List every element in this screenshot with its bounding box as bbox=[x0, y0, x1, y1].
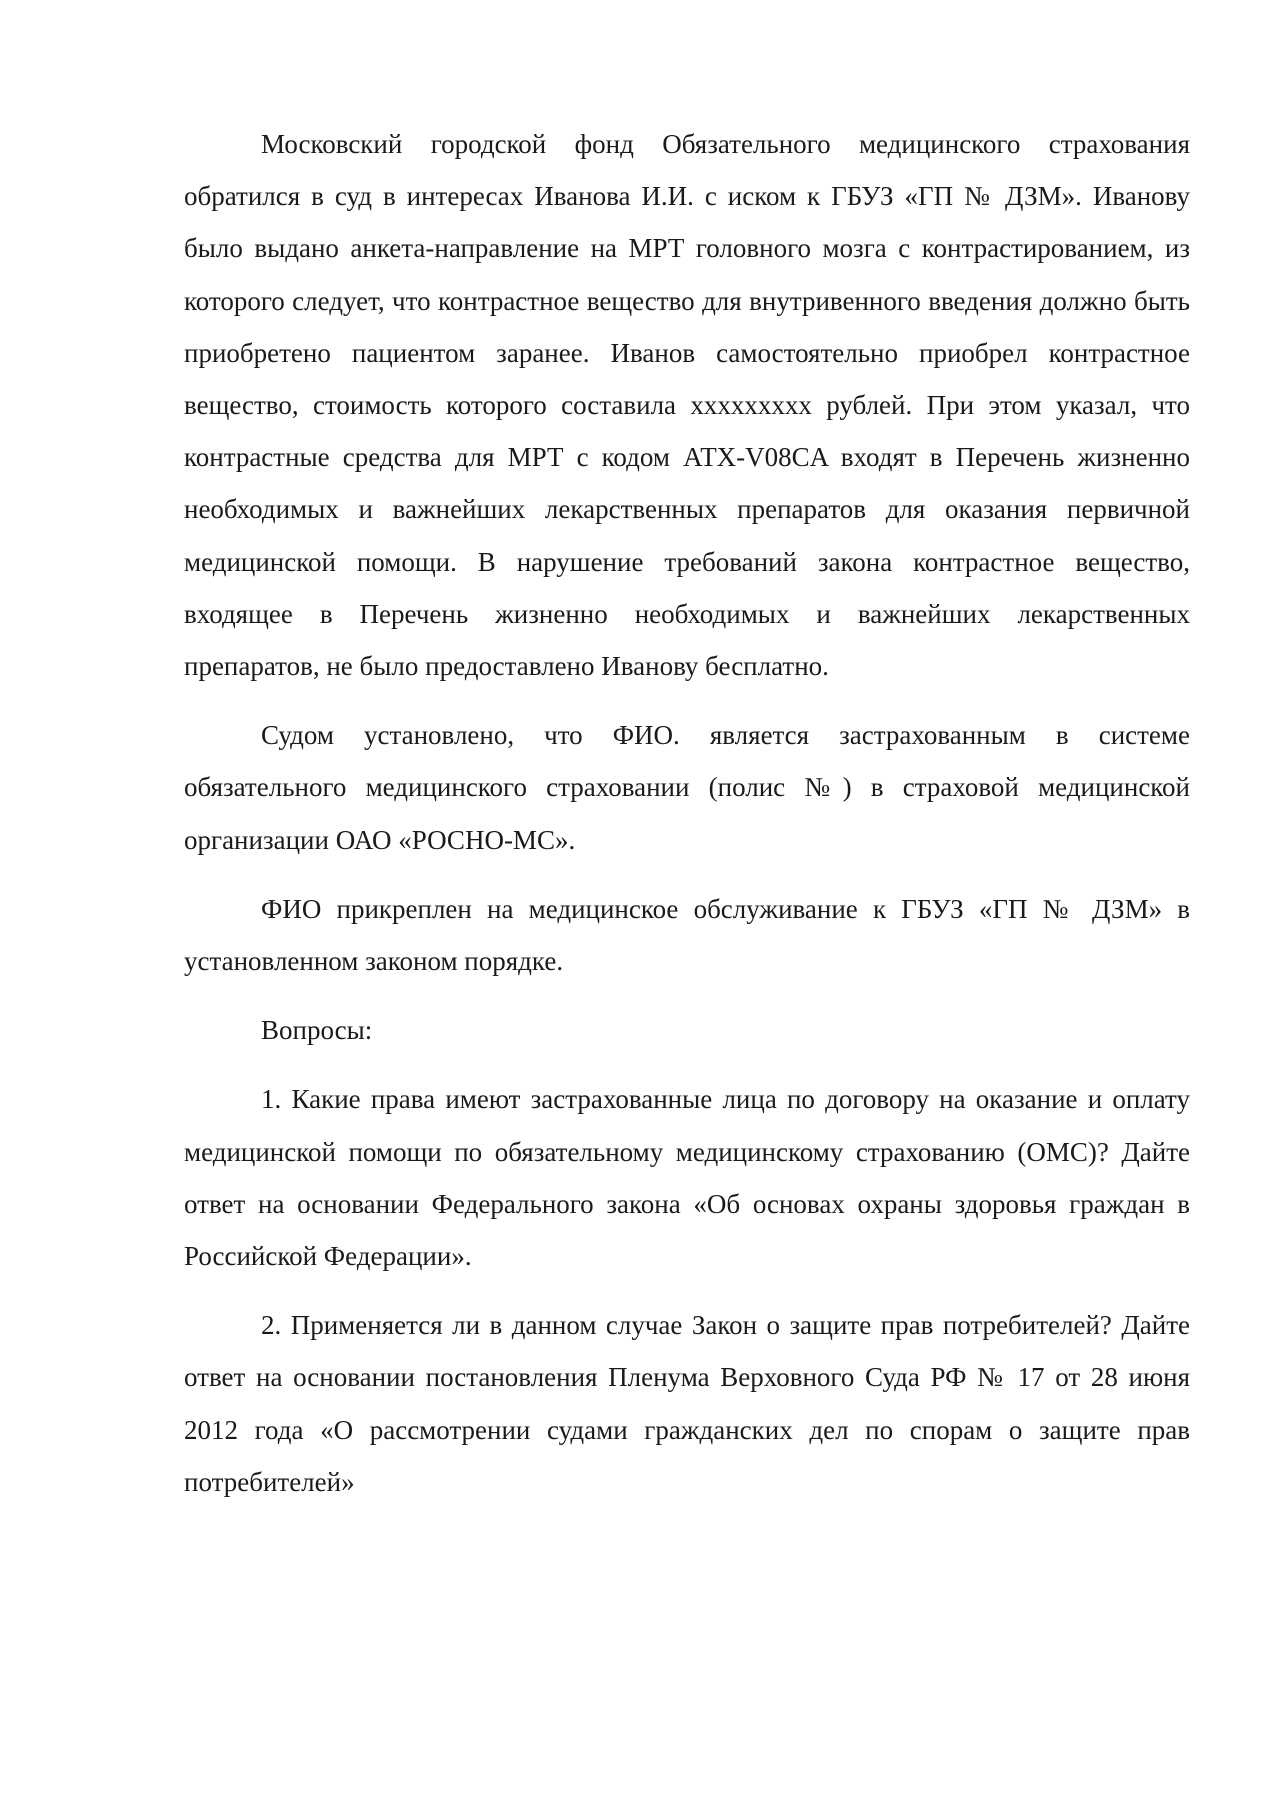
paragraph-court-finding: Судом установлено, что ФИО. является застрахованным в системе обязательного медицинского страховании (полис №) в страховой медицинской организации ОАО «РОСНО-МС». bbox=[184, 720, 1190, 855]
document-page bbox=[184, 118, 1190, 1508]
question-1: 1. Какие права имеют застрахованные лица по договору на оказание и оплату медицинской помощи по обязательному медицинскому страхованию (ОМС)? Дайте ответ на основании Федерального закона «Об основах охраны здоровья граждан в Российской Федерации». bbox=[184, 1084, 1190, 1272]
questions-heading: Вопросы: bbox=[261, 1015, 373, 1046]
paragraph-case-facts: Московский городской фонд Обязательного медицинского страхования обратился в суд в интересах Иванова И.И. с иском к ГБУЗ «ГП № ДЗМ». Иванову было выдано анкета-направление на МРТ головного мозга с контрастированием, из которого следует, что контрастное вещество для внутривенного введения должно быть приобретено пациентом заранее. Иванов самостоятельно приобрел контрастное вещество, стоимость которого составила xxxxxxxxx рублей. При этом указал, что контрастные средства для МРТ с кодом АТХ-V08CA входят в Перечень жизненно необходимых и важнейших лекарственных препаратов для оказания первичной медицинской помощи. В нарушение требований закона контрастное вещество, входящее в Перечень жизненно необходимых и важнейших лекарственных препаратов, не было предоставлено Иванову бесплатно. bbox=[184, 129, 1190, 682]
question-2: 2. Применяется ли в данном случае Закон о защите прав потребителей? Дайте ответ на основании постановления Пленума Верховного Суда РФ № 17 от 28 июня 2012 года «О рассмотрении судами гражданских дел по спорам о защите прав потребителей» bbox=[184, 1310, 1190, 1497]
paragraph-attachment: ФИО прикреплен на медицинское обслуживание к ГБУЗ «ГП № ДЗМ» в установленном законом порядке. bbox=[184, 893, 1190, 977]
